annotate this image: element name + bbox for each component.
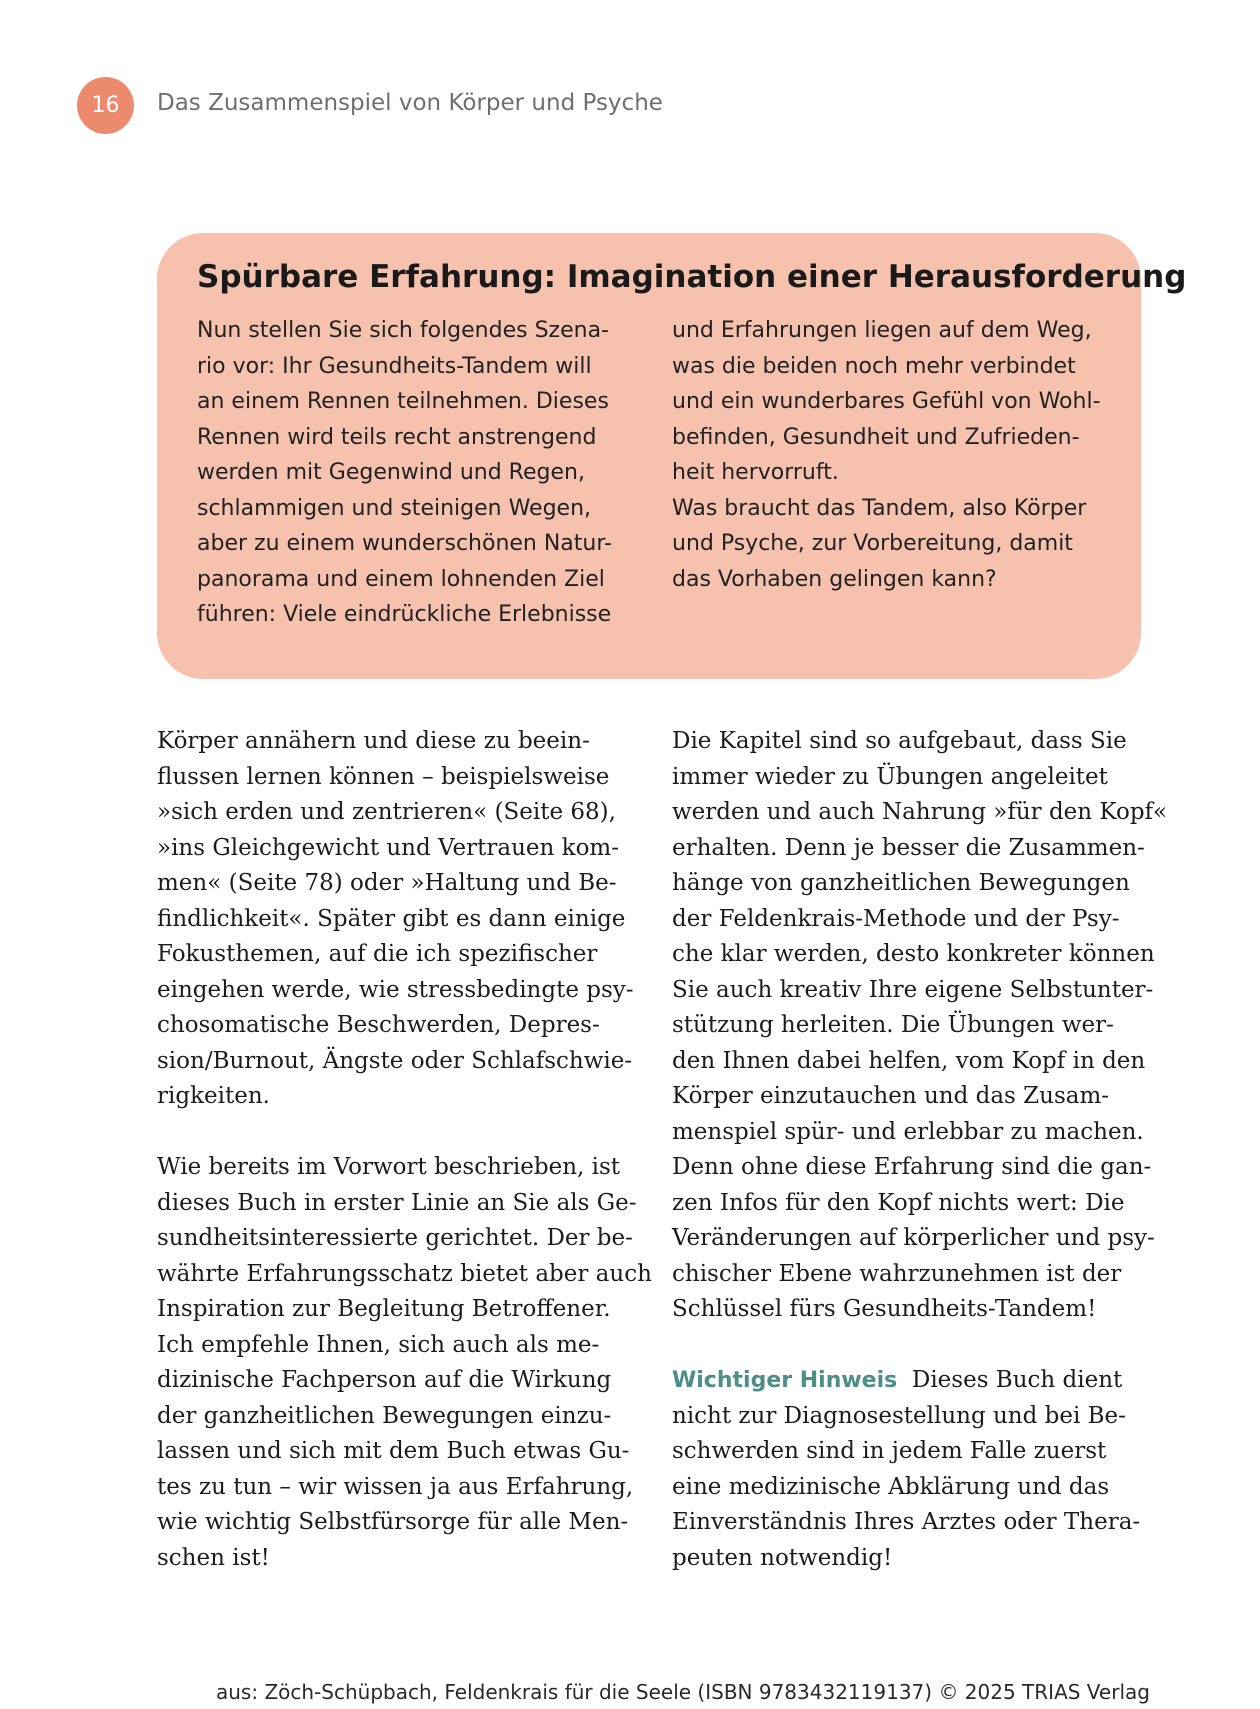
body-left-column	[157, 724, 652, 1576]
text-line: währte Erfahrungsschatz bietet aber auch	[157, 1260, 652, 1287]
text-line: der Feldenkrais-Methode und der Psy-	[672, 905, 1120, 932]
text-line: findlichkeit«. Später gibt es dann einige	[157, 905, 626, 932]
text-line: das Vorhaben gelingen kann?	[672, 566, 997, 592]
text-line: aber zu einem wunderschönen Natur-	[197, 531, 612, 556]
text-line: und Erfahrungen liegen auf dem Weg,	[672, 318, 1092, 343]
running-head: Das Zusammenspiel von Körper und Psyche	[157, 90, 663, 116]
text-line: Inspiration zur Begleitung Betroffener.	[157, 1296, 611, 1322]
important-note	[672, 1363, 1152, 1576]
text-line: chosomatische Beschwerden, Depres-	[157, 1012, 600, 1038]
text-line: tes zu tun – wir wissen ja aus Erfahrung,	[157, 1473, 634, 1500]
text-line: »ins Gleichgewicht und Vertrauen kom-	[157, 834, 619, 861]
text-line: rio vor: Ihr Gesundheits-Tandem will	[197, 353, 592, 379]
text-line: Nun stellen Sie sich folgendes Szena-	[197, 318, 609, 343]
body-right-column	[672, 724, 1168, 1576]
text-line: schen ist!	[157, 1544, 270, 1571]
text-line: den Ihnen dabei helfen, vom Kopf in den	[672, 1047, 1146, 1074]
text-line: und ein wunderbares Gefühl von Wohl-	[672, 389, 1101, 414]
text-line: Wie bereits im Vorwort beschrieben, ist	[157, 1154, 621, 1180]
text-line: heit hervorruft.	[672, 460, 839, 485]
text-line: Einverständnis Ihres Arztes oder Thera-	[672, 1509, 1141, 1535]
text-line: schwerden sind in jedem Falle zuerst	[672, 1438, 1107, 1464]
body-paragraph	[157, 724, 637, 1115]
text-line: eingehen werde, wie stressbedingte psy-	[157, 976, 634, 1003]
text-line: führen: Viele eindrückliche Erlebnisse	[197, 602, 612, 627]
important-note-body	[672, 1399, 1152, 1577]
text-line: Die Kapitel sind so aufgebaut, dass Sie	[672, 728, 1127, 754]
text-line: Was braucht das Tandem, also Körper	[672, 495, 1087, 521]
text-line: sundheitsinteressierte gerichtet. Der be-	[157, 1225, 633, 1251]
text-line: Ich empfehle Ihnen, sich auch als me-	[157, 1331, 600, 1358]
text-line: chischer Ebene wahrzunehmen ist der	[672, 1260, 1122, 1287]
text-line: dieses Buch in erster Linie an Sie als Ge-	[157, 1189, 637, 1216]
text-line: »sich erden und zentrieren« (Seite 68),	[157, 799, 616, 825]
text-line: Fokusthemen, auf die ich spezifischer	[157, 941, 598, 967]
exercise-box-right-column	[672, 313, 1112, 597]
text-line: und Psyche, zur Vorbereitung, damit	[672, 531, 1073, 556]
important-note-label: Wichtiger Hinweis	[672, 1368, 898, 1393]
text-line: schlammigen und steinigen Wegen,	[197, 495, 592, 521]
text-line: panorama und einem lohnenden Ziel	[197, 566, 605, 592]
text-line: der ganzheitlichen Bewegungen einzu-	[157, 1402, 612, 1429]
exercise-box	[157, 233, 1187, 679]
text-line: rigkeiten.	[157, 1083, 270, 1109]
text-line: wie wichtig Selbstfürsorge für alle Men-	[157, 1509, 629, 1535]
text-line: hänge von ganzheitlichen Bewegungen	[672, 870, 1130, 896]
text-line: Körper einzutauchen und das Zusam-	[672, 1083, 1110, 1109]
text-line: befinden, Gesundheit und Zufrieden-	[672, 424, 1080, 450]
text-line: an einem Rennen teilnehmen. Dieses	[197, 389, 609, 414]
text-line: zen Infos für den Kopf nichts wert: Die	[672, 1189, 1125, 1216]
text-line: Sie auch kreativ Ihre eigene Selbstunter-	[672, 976, 1154, 1003]
text-line: dizinische Fachperson auf die Wirkung	[157, 1367, 612, 1393]
text-line: lassen und sich mit dem Buch etwas Gu-	[157, 1438, 630, 1464]
text-line: nicht zur Diagnosestellung und bei Be-	[672, 1402, 1126, 1429]
body-paragraph	[672, 724, 1168, 1328]
text-line: stützung herleiten. Die Übungen wer-	[672, 1012, 1114, 1038]
text-line: menspiel spür- und erlebbar zu machen.	[672, 1118, 1144, 1145]
body-paragraph	[157, 1150, 652, 1576]
text-line: immer wieder zu Übungen angeleitet	[672, 763, 1108, 790]
text-line: was die beiden noch mehr verbindet	[672, 353, 1076, 379]
text-line: flussen lernen können – beispielsweise	[157, 763, 610, 790]
text-line: werden mit Gegenwind und Regen,	[197, 460, 585, 485]
text-line: Körper annähern und diese zu beein-	[157, 728, 590, 754]
exercise-box-title: Spürbare Erfahrung: Imagination einer Herausforderung	[197, 259, 1187, 295]
text-line: peuten notwendig!	[672, 1544, 893, 1571]
text-line: eine medizinische Abklärung und das	[672, 1473, 1110, 1500]
text-line: Schlüssel fürs Gesundheits-Tandem!	[672, 1296, 1097, 1322]
text-line: erhalten. Denn je besser die Zusammen-	[672, 834, 1145, 861]
text-line: che klar werden, desto konkreter können	[672, 941, 1155, 967]
important-note-text: Dieses Buch dient	[911, 1367, 1123, 1393]
text-line: Rennen wird teils recht anstrengend	[197, 424, 597, 450]
page-number: 16	[77, 77, 134, 134]
important-note-first-line	[672, 1363, 1152, 1399]
text-line: werden und auch Nahrung »für den Kopf«	[672, 799, 1168, 825]
exercise-box-left-column	[197, 313, 637, 633]
text-line: men« (Seite 78) oder »Haltung und Be-	[157, 870, 617, 896]
text-line: sion/Burnout, Ängste oder Schlafschwie-	[157, 1047, 633, 1074]
copyright-footer: aus: Zöch-Schüpbach, Feldenkrais für die Seele (ISBN 9783432119137) © 2025 TRIAS Verlag	[216, 1680, 1150, 1704]
text-line: Denn ohne diese Erfahrung sind die gan-	[672, 1154, 1152, 1180]
text-line: Veränderungen auf körperlicher und psy-	[672, 1225, 1155, 1251]
